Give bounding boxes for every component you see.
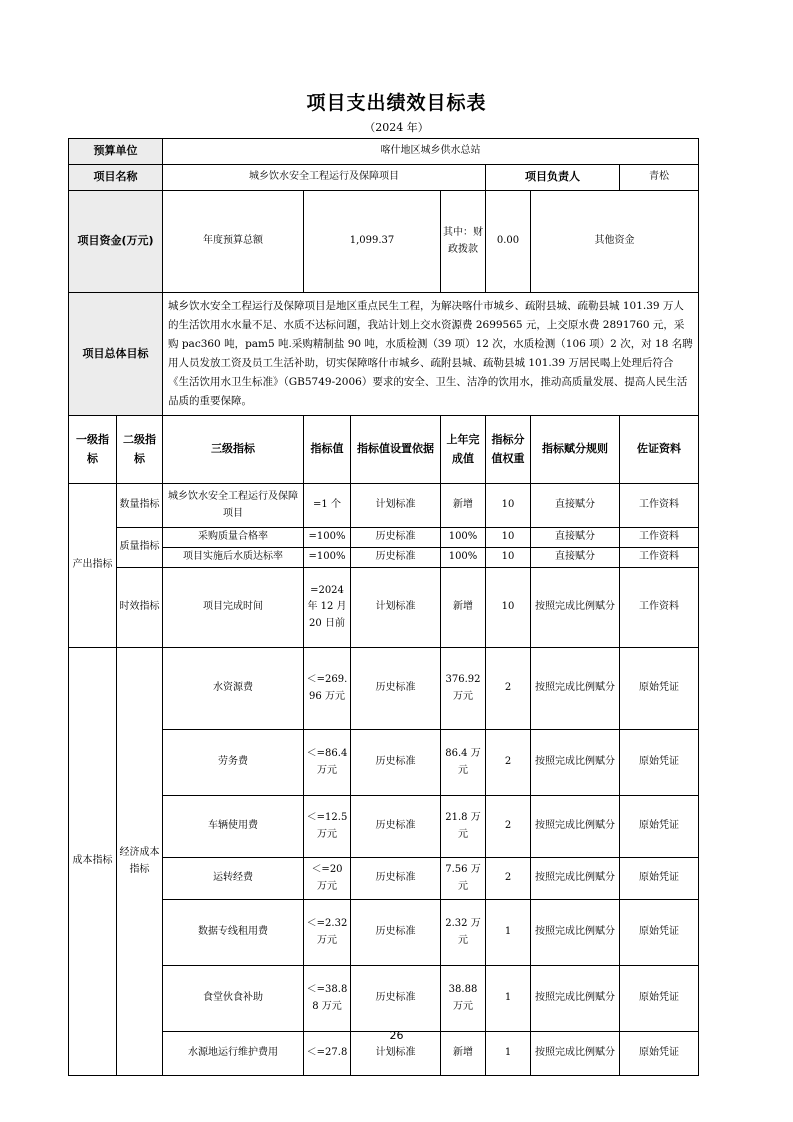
performance-table bbox=[68, 138, 699, 1076]
indicator-last: 新增 bbox=[441, 1032, 486, 1076]
table-row bbox=[69, 548, 699, 568]
table-row bbox=[69, 966, 699, 1032]
indicator-evidence: 原始凭证 bbox=[620, 858, 699, 900]
page-title: 项目支出绩效目标表 bbox=[306, 92, 487, 114]
indicator-last: 2.32 万元 bbox=[441, 900, 486, 966]
indicator-evidence: 原始凭证 bbox=[620, 966, 699, 1032]
indicator-basis: 计划标准 bbox=[351, 568, 441, 648]
indicator-last: 新增 bbox=[441, 568, 486, 648]
col-last-year: 上年完成值 bbox=[441, 416, 486, 484]
indicator-name: 水资源费 bbox=[163, 648, 304, 730]
indicator-last: 100% bbox=[441, 548, 486, 568]
project-name-label: 项目名称 bbox=[69, 165, 163, 191]
indicator-value: ＜=2.32 万元 bbox=[304, 900, 351, 966]
indicator-weight: 1 bbox=[486, 900, 531, 966]
indicator-weight: 10 bbox=[486, 528, 531, 548]
other-funds-label-cell: 其他资金 bbox=[531, 191, 699, 293]
indicator-evidence: 原始凭证 bbox=[620, 730, 699, 796]
indicator-value: ＜=86.4 万元 bbox=[304, 730, 351, 796]
indicator-name: 劳务费 bbox=[163, 730, 304, 796]
indicator-last: 376.92 万元 bbox=[441, 648, 486, 730]
project-owner-label: 项目负责人 bbox=[486, 165, 620, 191]
level1-output: 产出指标 bbox=[69, 484, 117, 648]
indicator-weight: 2 bbox=[486, 796, 531, 858]
indicator-weight: 2 bbox=[486, 858, 531, 900]
fiscal-label: 其中：财政拨款 bbox=[441, 191, 486, 293]
indicator-name: 项目完成时间 bbox=[163, 568, 304, 648]
indicator-last: 21.8 万元 bbox=[441, 796, 486, 858]
indicator-last: 38.88 万元 bbox=[441, 966, 486, 1032]
indicator-value: =1 个 bbox=[304, 484, 351, 528]
indicator-basis: 计划标准 bbox=[351, 484, 441, 528]
indicator-value: ＜=38.88 万元 bbox=[304, 966, 351, 1032]
col-weight: 指标分值权重 bbox=[486, 416, 531, 484]
indicator-name: 运转经费 bbox=[163, 858, 304, 900]
level2-quality: 质量指标 bbox=[117, 528, 163, 568]
page-number: 26 bbox=[389, 1029, 404, 1042]
unit-label: 预算单位 bbox=[69, 139, 163, 165]
indicator-name: 车辆使用费 bbox=[163, 796, 304, 858]
indicator-last: 86.4 万元 bbox=[441, 730, 486, 796]
indicator-value: =100% bbox=[304, 548, 351, 568]
table-row bbox=[69, 568, 699, 648]
indicator-name: 项目实施后水质达标率 bbox=[163, 548, 304, 568]
indicator-weight: 1 bbox=[486, 966, 531, 1032]
level1-cost: 成本指标 bbox=[69, 648, 117, 1076]
goal-label: 项目总体目标 bbox=[69, 293, 163, 416]
table-row bbox=[69, 796, 699, 858]
indicator-weight: 10 bbox=[486, 548, 531, 568]
indicator-weight: 10 bbox=[486, 484, 531, 528]
level2-quantity: 数量指标 bbox=[117, 484, 163, 528]
indicator-evidence: 原始凭证 bbox=[620, 900, 699, 966]
level2-timeliness: 时效指标 bbox=[117, 568, 163, 648]
col-evidence: 佐证资料 bbox=[620, 416, 699, 484]
indicator-evidence: 工作资料 bbox=[620, 528, 699, 548]
indicator-basis: 历史标准 bbox=[351, 528, 441, 548]
year-label: （2024 年） bbox=[364, 121, 429, 134]
col-basis: 指标值设置依据 bbox=[351, 416, 441, 484]
indicator-name: 数据专线租用费 bbox=[163, 900, 304, 966]
goal-text: 城乡饮水安全工程运行及保障项目是地区重点民生工程，为解决喀什市城乡、疏附县城、疏勒县城 101.39 万人的生活饮用水水量不足、水质不达标问题，我站计划上交水资源费 2699565 元，上交原水费 2891760 元，采购 pac360 吨，pam5 吨.采购精制盐 90 吨，水质检测（39 项）12 次，水质检测（106 项）2 次，对 18 名聘用人员发放工资及员工生活补助，切实保障喀什市城乡、疏附县城、疏勒县城 101.39 万居民喝上处理后符合《生活饮用水卫生标准》（GB5749-2006）要求的安全、卫生、洁净的饮用水，推动高质量发展、提高人民生活品质的重要保障。 bbox=[163, 293, 699, 416]
indicator-basis: 历史标准 bbox=[351, 548, 441, 568]
annual-budget-label: 年度预算总额 bbox=[163, 191, 304, 293]
fiscal-value: 0.00 bbox=[486, 191, 531, 293]
indicator-weight: 1 bbox=[486, 1032, 531, 1076]
indicator-value: ＜=27.8 bbox=[304, 1032, 351, 1076]
indicator-evidence: 原始凭证 bbox=[620, 796, 699, 858]
indicator-rule: 直接赋分 bbox=[531, 484, 620, 528]
indicator-evidence: 工作资料 bbox=[620, 548, 699, 568]
indicator-name: 水源地运行维护费用 bbox=[163, 1032, 304, 1076]
indicator-rule: 按照完成比例赋分 bbox=[531, 858, 620, 900]
indicator-value: ＜=12.5 万元 bbox=[304, 796, 351, 858]
indicator-rule: 按照完成比例赋分 bbox=[531, 900, 620, 966]
indicator-last: 7.56 万元 bbox=[441, 858, 486, 900]
col-level1: 一级指标 bbox=[69, 416, 117, 484]
indicator-rule: 直接赋分 bbox=[531, 548, 620, 568]
indicator-last: 100% bbox=[441, 528, 486, 548]
indicator-value: =2024 年 12 月 20 日前 bbox=[304, 568, 351, 648]
table-row bbox=[69, 858, 699, 900]
col-value: 指标值 bbox=[304, 416, 351, 484]
indicator-basis: 历史标准 bbox=[351, 730, 441, 796]
indicator-basis: 历史标准 bbox=[351, 648, 441, 730]
indicator-value: ＜=269.96 万元 bbox=[304, 648, 351, 730]
col-rule: 指标赋分规则 bbox=[531, 416, 620, 484]
table-row bbox=[69, 484, 699, 528]
level2-economic: 经济成本指标 bbox=[117, 648, 163, 1076]
project-owner-value: 青松 bbox=[620, 165, 699, 191]
indicator-weight: 2 bbox=[486, 730, 531, 796]
col-level2: 二级指标 bbox=[117, 416, 163, 484]
project-name-value: 城乡饮水安全工程运行及保障项目 bbox=[163, 165, 486, 191]
indicator-name: 采购质量合格率 bbox=[163, 528, 304, 548]
table-row bbox=[69, 900, 699, 966]
col-level3: 三级指标 bbox=[163, 416, 304, 484]
table-row bbox=[69, 648, 699, 730]
indicator-basis: 历史标准 bbox=[351, 858, 441, 900]
table-row bbox=[69, 730, 699, 796]
indicator-rule: 按照完成比例赋分 bbox=[531, 648, 620, 730]
indicator-rule: 按照完成比例赋分 bbox=[531, 1032, 620, 1076]
indicator-rule: 按照完成比例赋分 bbox=[531, 966, 620, 1032]
indicator-last: 新增 bbox=[441, 484, 486, 528]
indicator-basis: 历史标准 bbox=[351, 966, 441, 1032]
indicator-name: 城乡饮水安全工程运行及保障项目 bbox=[163, 484, 304, 528]
indicator-evidence: 原始凭证 bbox=[620, 1032, 699, 1076]
unit-value: 喀什地区城乡供水总站 bbox=[163, 139, 699, 165]
annual-budget-value: 1,099.37 bbox=[304, 191, 441, 293]
indicator-rule: 按照完成比例赋分 bbox=[531, 568, 620, 648]
table-row bbox=[69, 528, 699, 548]
indicator-rule: 按照完成比例赋分 bbox=[531, 796, 620, 858]
indicator-weight: 10 bbox=[486, 568, 531, 648]
indicator-rule: 按照完成比例赋分 bbox=[531, 730, 620, 796]
indicator-evidence: 原始凭证 bbox=[620, 648, 699, 730]
indicator-value: =100% bbox=[304, 528, 351, 548]
indicator-basis: 历史标准 bbox=[351, 796, 441, 858]
funds-label: 项目资金(万元) bbox=[69, 191, 163, 293]
indicator-name: 食堂伙食补助 bbox=[163, 966, 304, 1032]
indicator-evidence: 工作资料 bbox=[620, 568, 699, 648]
indicator-basis: 计划标准 bbox=[351, 1032, 441, 1076]
indicator-value: ＜=20 万元 bbox=[304, 858, 351, 900]
indicator-weight: 2 bbox=[486, 648, 531, 730]
indicator-rule: 直接赋分 bbox=[531, 528, 620, 548]
indicator-basis: 历史标准 bbox=[351, 900, 441, 966]
indicator-evidence: 工作资料 bbox=[620, 484, 699, 528]
